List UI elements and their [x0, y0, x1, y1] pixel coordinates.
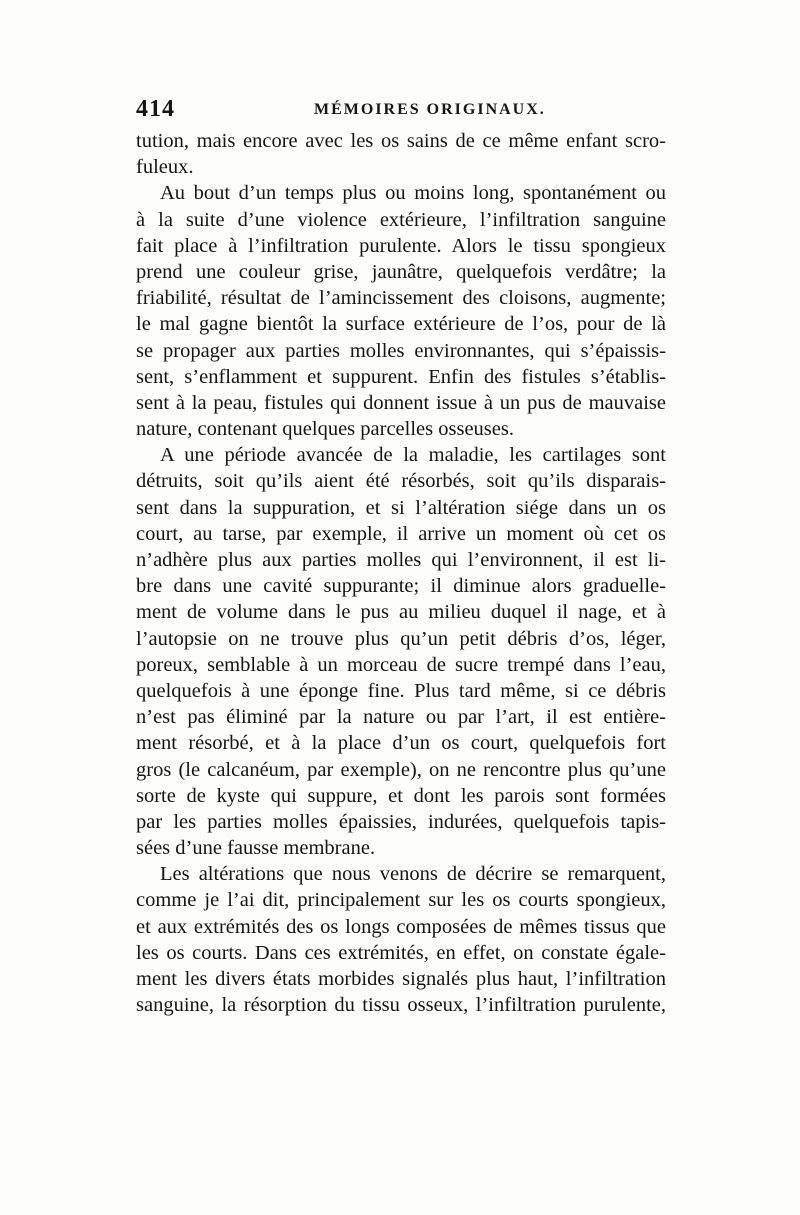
text-line: fuleux. [136, 156, 194, 179]
text-line: poreux, semblable à un morceau de sucre trempé dans l’eau, [136, 653, 666, 676]
text-line: sent dans la suppuration, et si l’altération siége dans un os [136, 496, 666, 519]
text-line: n’est pas éliminé par la nature ou par l’art, il est entière- [136, 706, 666, 729]
text-line: nature, contenant quelques parcelles osseuses. [136, 418, 514, 441]
text-line: n’adhère plus aux parties molles qui l’environnent, il est li- [136, 549, 666, 571]
text-line: fait place à l’infiltration purulente. Alors le tissu spongieux [136, 234, 666, 257]
page-number: 414 [136, 96, 175, 122]
page-header [136, 96, 664, 126]
text-line: ment les divers états morbides signalés plus haut, l’infiltration [136, 968, 666, 990]
text-line: Au bout d’un temps plus ou moins long, spontanément ou [160, 182, 666, 205]
text-line: l’autopsie on ne trouve plus qu’un petit débris d’os, léger, [136, 627, 666, 650]
text-line: détruits, soit qu’ils aient été résorbés, soit qu’ils disparais- [136, 470, 666, 493]
text-line: sées d’une fausse membrane. [136, 837, 376, 860]
text-line: A une période avancée de la maladie, les cartilages sont [160, 444, 666, 467]
text-line: friabilité, résultat de l’amincissement des cloisons, augmente; [136, 287, 666, 310]
text-line: le mal gagne bientôt la surface extérieure de l’os, pour de là [136, 313, 666, 336]
text-line: Les altérations que nous venons de décrire se remarquent, [160, 863, 666, 886]
text-line: sent à la peau, fistules qui donnent issue à un pus de mauvaise [136, 391, 666, 414]
text-line: sanguine, la résorption du tissu osseux, l’infiltration purulente, [136, 994, 666, 1017]
text-line: prend une couleur grise, jaunâtre, quelquefois verdâtre; la [136, 260, 666, 283]
text-line: bre dans une cavité suppurante; il diminue alors graduelle- [136, 575, 666, 598]
text-line: se propager aux parties molles environnantes, qui s’épaissis- [136, 339, 666, 362]
text-line: à la suite d’une violence extérieure, l’infiltration sanguine [136, 208, 666, 231]
text-line: quelquefois à une éponge fine. Plus tard même, si ce débris [136, 679, 666, 702]
text-line: sorte de kyste qui suppure, et dont les parois sont formées [136, 784, 666, 807]
text-line: gros (le calcanéum, par exemple), on ne rencontre plus qu’une [136, 758, 666, 781]
body-text [136, 128, 666, 1018]
text-line: sent, s’enflamment et suppurent. Enfin des fistules s’établis- [136, 365, 666, 388]
text-line: les os courts. Dans ces extrémités, en effet, on constate égale- [136, 941, 666, 964]
text-line: et aux extrémités des os longs composées de mêmes tissus que [136, 915, 666, 938]
text-line: ment résorbé, et à la place d’un os court, quelquefois fort [136, 732, 666, 755]
text-line: comme je l’ai dit, principalement sur les os courts spongieux, [136, 889, 666, 912]
text-line: court, au tarse, par exemple, il arrive un moment où cet os [136, 522, 666, 545]
text-line: par les parties molles épaissies, indurées, quelquefois tapis- [136, 810, 666, 833]
text-line: ment de volume dans le pus au milieu duquel il nage, et à [136, 601, 666, 624]
text-line: tution, mais encore avec les os sains de ce même enfant scro- [136, 130, 666, 152]
running-title: MÉMOIRES ORIGINAUX. [314, 101, 546, 118]
